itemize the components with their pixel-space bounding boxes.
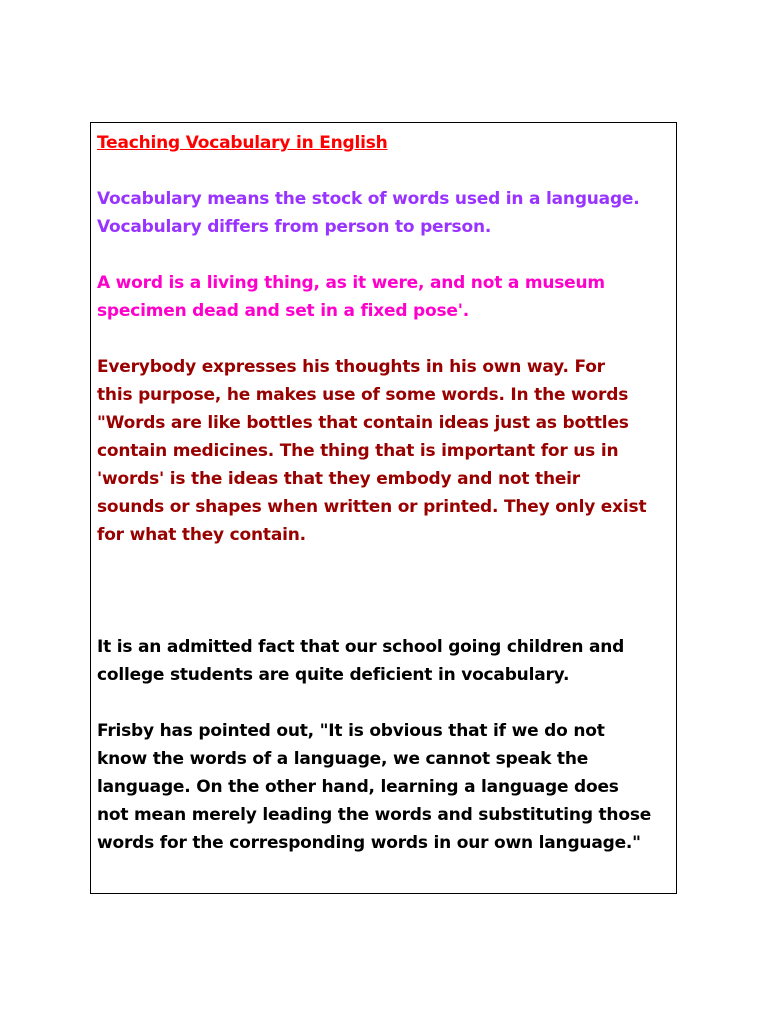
living-word-paragraph: A word is a living thing, as it were, and not a museum specimen dead and set in a fixed pose'. xyxy=(97,273,605,321)
frisby-quote-paragraph: Frisby has pointed out, "It is obvious that if we do not know the words of a language, we cannot speak the language. On the other hand, learning a language does not mean merely leading the words and substituting those words for the corresponding words in our own language." xyxy=(97,721,652,853)
bottles-paragraph: Everybody expresses his thoughts in his own way. For this purpose, he makes use of some words. In the words "Words are like bottles that contain ideas just as bottles contain medicines. The thing that is important for us in 'words' is the ideas that they embody and not their sounds or shapes when written or printed. They only exist for what they contain. xyxy=(97,357,647,545)
definition-paragraph: Vocabulary means the stock of words used in a language. Vocabulary differs from person to person. xyxy=(97,189,640,237)
document-title: Teaching Vocabulary in English xyxy=(97,133,388,153)
document-page xyxy=(90,122,677,894)
deficiency-paragraph: It is an admitted fact that our school going children and college students are quite deficient in vocabulary. xyxy=(97,637,625,685)
